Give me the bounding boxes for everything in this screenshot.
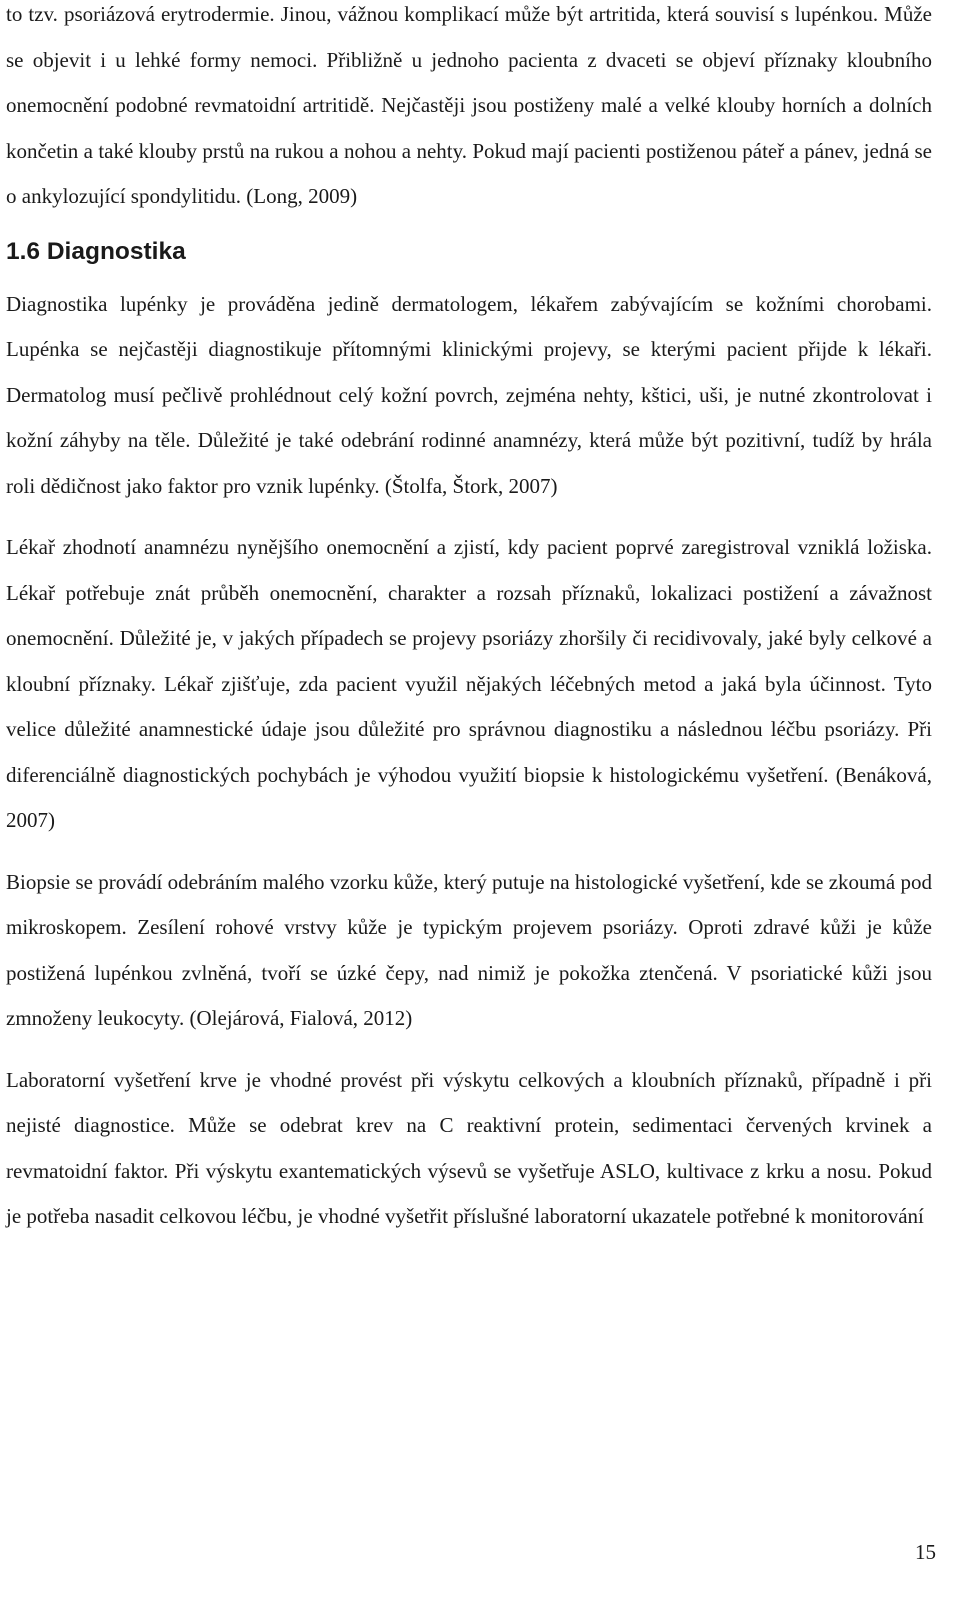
paragraph-diagnostics-intro: Diagnostika lupénky je prováděna jedině dermatologem, lékařem zabývajícím se kožními chorobami. Lupénka se nejčastěji diagnostikuje přítomnými klinickými projevy, se kterými pacient přijde k lékaři. Dermatolog musí pečlivě prohlédnout celý kožní povrch, zejména nehty, kštici, uši, je nutné zkontrolovat i kožní záhyby na těle. Důležité je také odebrání rodinné anamnézy, která může být pozitivní, tudíž by hrála roli dědičnost jako faktor pro vznik lupénky. (Štolfa, Štork, 2007): [6, 291, 932, 498]
document-page: [6, 0, 932, 1240]
paragraph-lab-tests: Laboratorní vyšetření krve je vhodné provést při výskytu celkových a kloubních příznaků, případně i při nejisté diagnostice. Může se odebrat krev na C reaktivní protein, sedimentaci červených krvinek a revmatoidní faktor. Při výskytu exantematických výsevů se vyšetřuje ASLO, kultivace z krku a nosu. Pokud je potřeba nasadit celkovou léčbu, je vhodné vyšetřit příslušné laboratorní ukazatele potřebné k monitorování: [6, 1067, 932, 1228]
section-heading: 1.6 Diagnostika: [6, 237, 186, 265]
page-number: 15: [915, 1540, 936, 1564]
paragraph-biopsy: Biopsie se provádí odebráním malého vzorku kůže, který putuje na histologické vyšetření, kde se zkoumá pod mikroskopem. Zesílení rohové vrstvy kůže je typickým projevem psoriázy. Oproti zdravé kůži je kůže postižená lupénkou zvlněná, tvoří se úzké čepy, nad nimiž je pokožka ztenčená. V psoriatické kůži jsou zmnoženy leukocyty. (Olejárová, Fialová, 2012): [6, 869, 932, 1030]
paragraph-anamnesis: Lékař zhodnotí anamnézu nynějšího onemocnění a zjistí, kdy pacient poprvé zaregistroval vzniklá ložiska. Lékař potřebuje znát průběh onemocnění, charakter a rozsah příznaků, lokalizaci postižení a závažnost onemocnění. Důležité je, v jakých případech se projevy psoriázy zhoršily či recidivovaly, jaké byly celkové a kloubní příznaky. Lékař zjišťuje, zda pacient využil nějakých léčebných metod a jaká byla účinnost. Tyto velice důležité anamnestické údaje jsou důležité pro správnou diagnostiku a následnou léčbu psoriázy. Při diferenciálně diagnostických pochybách je výhodou využití biopsie k histologickému vyšetření. (Benáková, 2007): [6, 535, 932, 832]
paragraph-arthritis: to tzv. psoriázová erytrodermie. Jinou, vážnou komplikací může být artritida, která souvisí s lupénkou. Může se objevit i u lehké formy nemoci. Přibližně u jednoho pacienta z dvaceti se objeví příznaky kloubního onemocnění podobné revmatoidní artritidě. Nejčastěji jsou postiženy malé a velké klouby horních a dolních končetin a také klouby prstů na rukou a nohou a nehty. Pokud mají pacienti postiženou páteř a pánev, jedná se o ankylozující spondylitidu. (Long, 2009): [6, 2, 932, 208]
